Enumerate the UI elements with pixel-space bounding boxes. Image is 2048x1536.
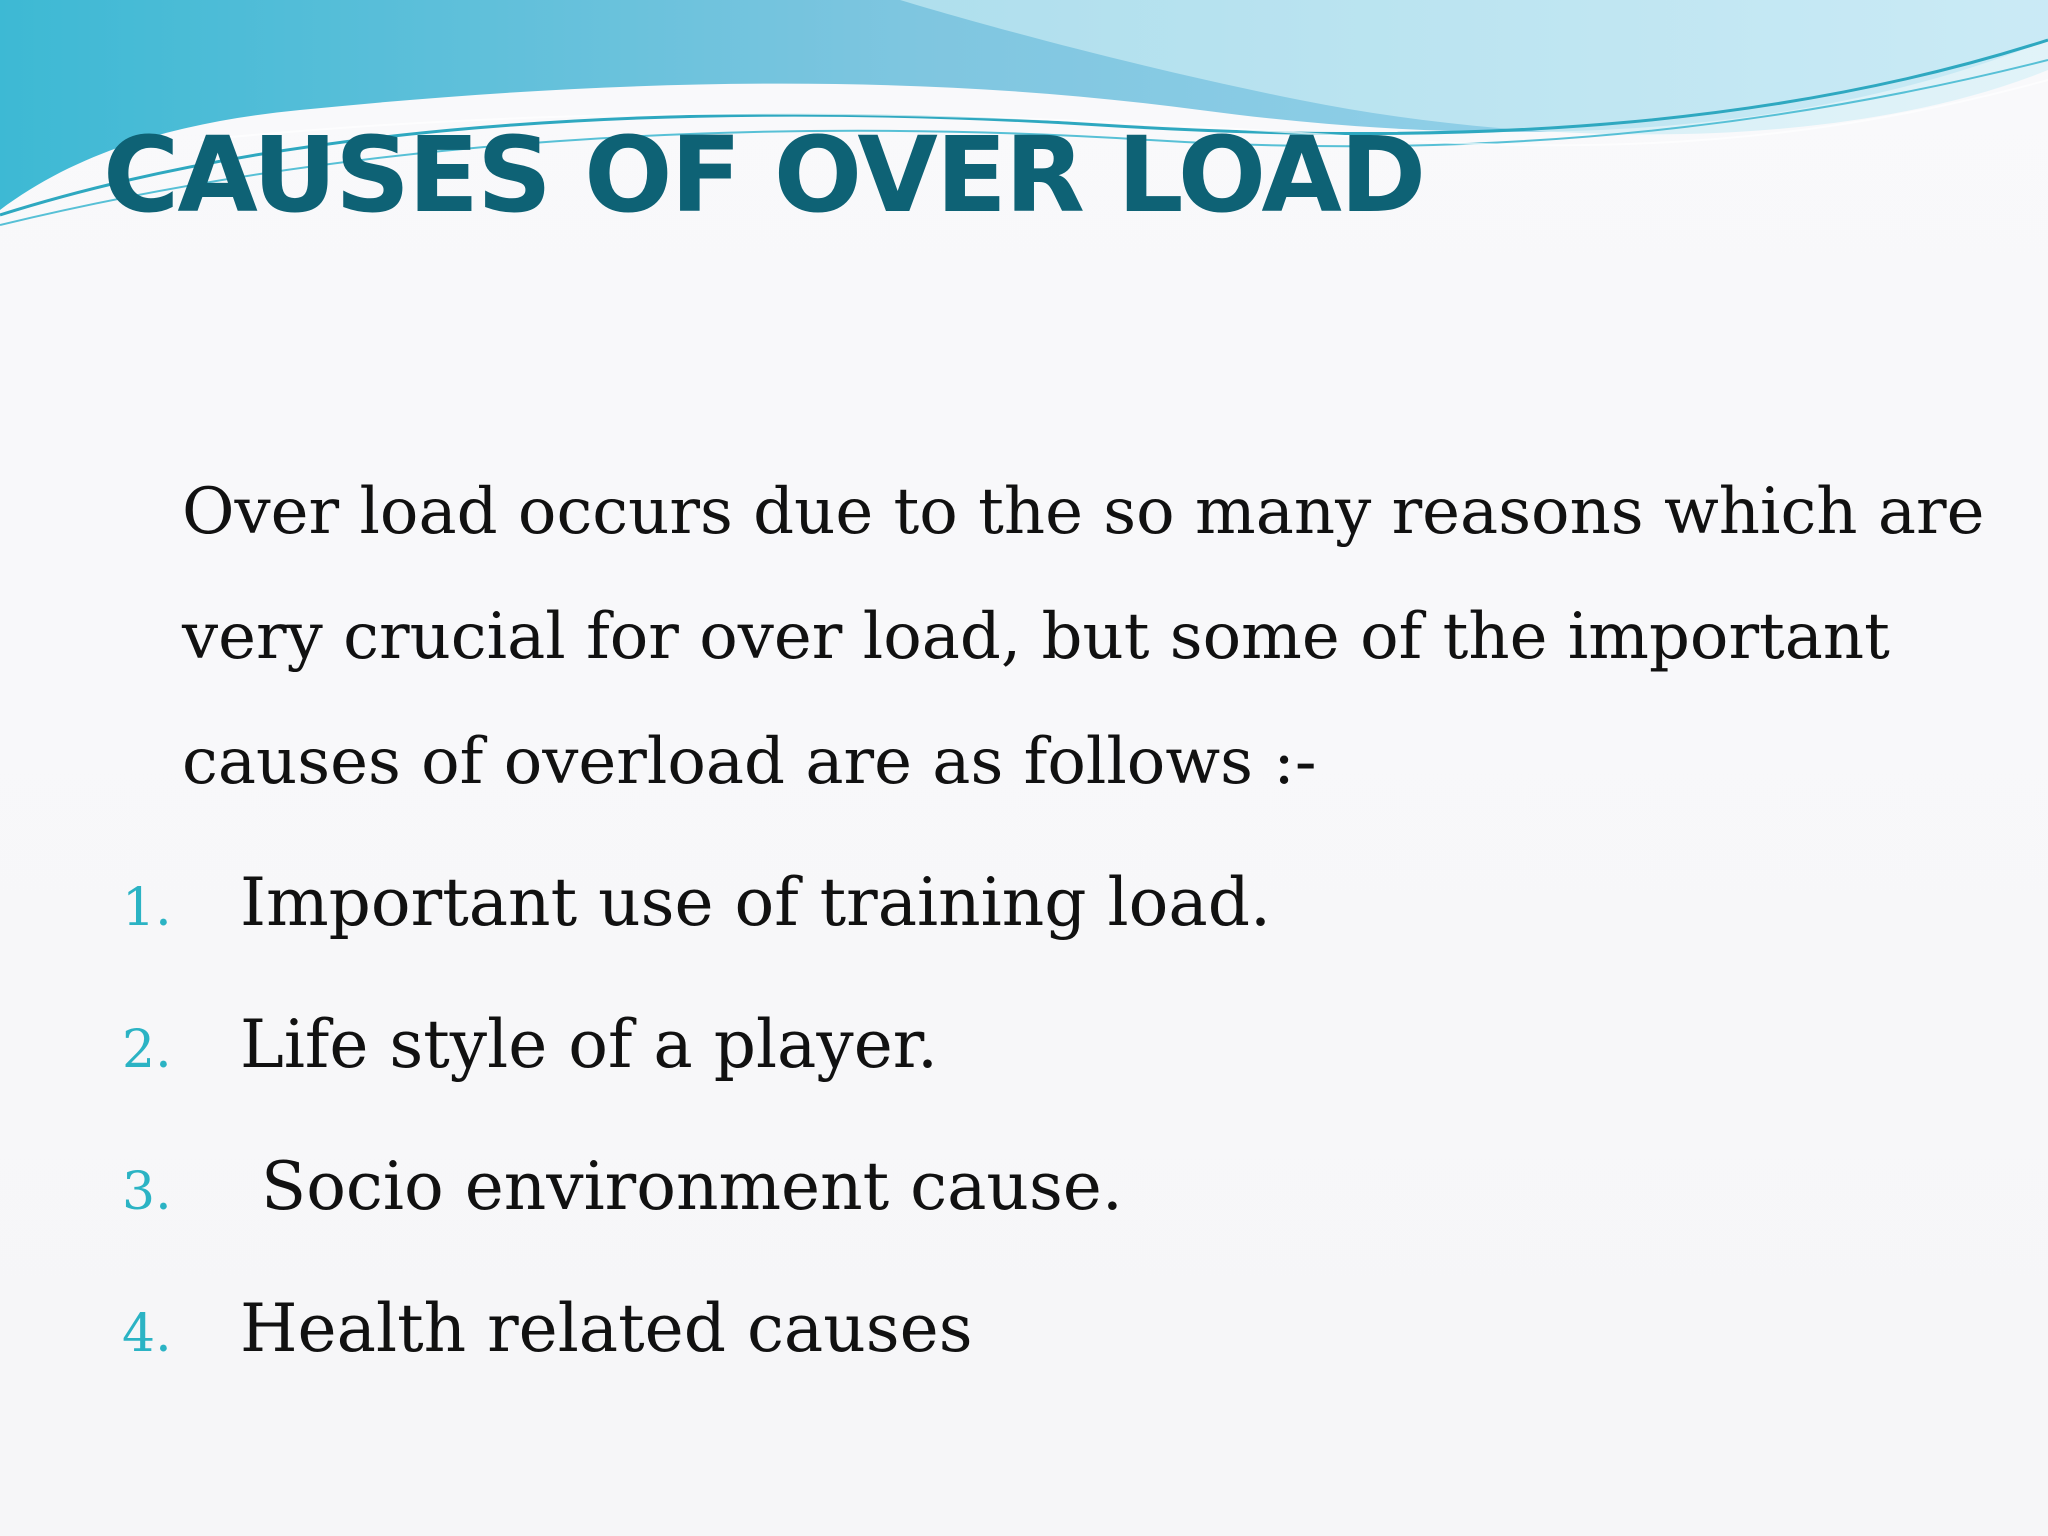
list-number: 1.: [122, 878, 172, 938]
causes-list: [0, 858, 2048, 1426]
list-number: 3.: [122, 1162, 172, 1222]
cause-text: Life style of a player.: [240, 1006, 939, 1083]
cause-item: [0, 1000, 2048, 1142]
cause-text: Health related causes: [240, 1290, 973, 1367]
cause-text: Important use of training load.: [240, 864, 1271, 941]
list-number: 2.: [122, 1020, 172, 1080]
list-number: 4.: [122, 1304, 172, 1364]
slide-title: CAUSES OF OVER LOAD: [103, 114, 1425, 236]
intro-paragraph: [182, 450, 1985, 825]
intro-line: Over load occurs due to the so many reasons which are: [182, 475, 1985, 549]
cause-item: [0, 858, 2048, 1000]
intro-line: very crucial for over load, but some of the important: [182, 600, 1890, 674]
intro-line: causes of overload are as follows :-: [182, 725, 1317, 799]
cause-text: Socio environment cause.: [240, 1148, 1123, 1225]
cause-item: [0, 1142, 2048, 1284]
cause-item: [0, 1284, 2048, 1426]
